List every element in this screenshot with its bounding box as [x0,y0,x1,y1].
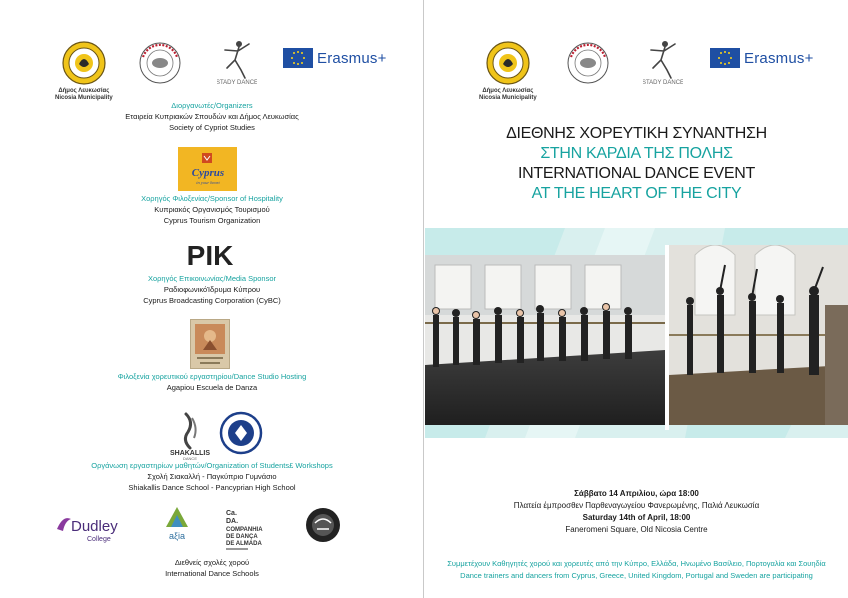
page-fold-divider [423,0,424,598]
nicosia-name-greek: Δήμος Λευκωσίας [482,88,534,94]
erasmus-text: Erasmus+ [317,49,387,67]
companhia-danca-almada-logo [222,508,278,552]
nicosia-emblem-icon [485,40,531,86]
right-page [425,0,848,598]
aexia-logo [163,505,191,545]
media-line-english: Cyprus Broadcasting Corporation (CyBC) [143,296,281,305]
schools-line-greek: Διεθνείς σχολές χορού [174,558,250,567]
media-line-greek: ΡαδιοφωνικόΊδρυμα Κύπρου [163,285,261,294]
title-greek-line2: ΣΤΗΝ ΚΑΡΔΙΑ ΤΗΣ ΠΟΛΗΣ [540,145,733,162]
rik-logo-text: ΡΙΚ [186,240,234,268]
media-heading: Χορηγός Επικοινωνίας/Media Sponsor [147,274,277,283]
dudley-college-logo [53,511,133,543]
workshops-heading: Οργάνωση εργαστηρίων μαθητών/Organization of Students£ Workshops [91,461,333,470]
dancer-icon [217,38,257,86]
title-english-line1: INTERNATIONAL DANCE EVENT [518,165,755,182]
eu-flag-icon [283,48,313,68]
erasmus-logo [710,48,814,68]
shakallis-logo-text: SHAKALLIS [169,450,211,457]
hospitality-line-greek: Κυπριακός Οργανισμός Τουρισμού [154,205,270,214]
title-greek-line1: ΔΙΕΘΝΗΣ ΧΟΡΕΥΤΙΚΗ ΣΥΝΑΝΤΗΣΗ [506,125,767,142]
hospitality-section [0,193,424,226]
event-title [425,124,848,204]
cyprus-tourism-logo [178,147,237,191]
society-cypriot-studies-logo [137,40,183,91]
organizers-line-english: Society of Cypriot Studies [169,123,255,132]
cyprus-logo-text: Cyprus [191,167,225,179]
society-seal-icon [565,40,611,86]
studio-heading: Φιλοξενία χορευτικού εργαστηρίου/Dance Studio Hosting [117,372,307,381]
event-place-english: Faneromeni Square, Old Nicosia Centre [565,525,708,534]
title-english-line2: AT THE HEART OF THE CITY [531,185,742,202]
nicosia-name-english: Nicosia Municipality [479,95,537,101]
nicosia-name-english: Nicosia Municipality [55,95,113,101]
companhia-logo-ca: Ca. [226,510,237,517]
steady-dance-logo [217,38,257,91]
media-section [0,273,424,306]
rik-logo [182,240,238,268]
participants-greek: Συμμετέχουν Καθηγητές χορού και χορευτές από την Κύπρο, Ελλάδα, Ηνωμένο Βασίλειο, Πορτογαλία και Σουηδία [447,559,826,568]
participants-info [425,558,848,582]
svg-text:STADY DANCE: STADY DANCE [643,80,683,86]
hospitality-heading: Χορηγός Φιλοξενίας/Sponsor of Hospitality [141,194,283,203]
organizers-line-greek: Εταιρεία Κυπριακών Σπουδών και Δήμος Λευκωσίας [125,112,299,121]
nicosia-municipality-logo [55,40,113,102]
swedish-dance-school-logo [305,507,341,543]
steady-dance-logo [643,38,683,91]
event-place-greek: Πλατεία έμπροσθεν Παρθεναγωγείου Φανερωμένης, Παλιά Λευκωσία [513,501,760,510]
hospitality-line-english: Cyprus Tourism Organization [163,216,261,225]
companhia-logo-da: DA. [226,518,239,525]
workshops-line-greek: Σχολή Σιακαλλή - Παγκύπριο Γυμνάσιο [147,472,277,481]
society-seal-icon [137,40,183,86]
dudley-logo-sub: College [87,536,111,543]
nicosia-name-greek: Δήμος Λευκωσίας [58,88,110,94]
eu-flag-icon [710,48,740,68]
schools-section [0,557,424,579]
companhia-logo-line4: DE DANÇA [226,534,258,540]
companhia-logo-line5: DE ALMADA [226,541,262,547]
agapiou-logo [190,319,230,369]
erasmus-text: Erasmus+ [744,49,814,67]
cyprus-logo-tagline: in your heart [196,180,220,185]
companhia-logo-line3: COMPANHIA [226,527,263,533]
shakallis-logo-sub: DANCE [182,456,198,460]
nicosia-emblem-icon [61,40,107,86]
schools-line-english: International Dance Schools [165,569,259,578]
studio-line: Agapiou Escuela de Danza [166,383,258,392]
dancer-icon [643,38,683,86]
participants-english: Dance trainers and dancers from Cyprus, Greece, United Kingdom, Portugal and Sweden are participating [460,571,813,580]
dudley-logo-text: Dudley [71,518,118,535]
workshops-line-english: Shiakallis Dance School - Pancyprian High School [128,483,296,492]
event-details [425,488,848,536]
studio-section [0,371,424,393]
organizers-heading: Διοργανωτές/Organizers [171,101,253,110]
organizers-section [0,100,424,133]
dance-studio-photo [425,245,848,430]
pancyprian-high-school-logo [219,411,263,455]
aexia-logo-text: aξia [168,531,186,541]
erasmus-logo [283,48,387,68]
workshops-section [0,460,424,493]
event-date-greek: Σάββατο 14 Απριλίου, ώρα 18:00 [574,489,699,498]
svg-text:STADY DANCE: STADY DANCE [217,80,257,86]
nicosia-municipality-logo [479,40,537,102]
shakallis-dance-logo [168,410,212,460]
society-cypriot-studies-logo [565,40,611,91]
event-date-english: Saturday 14th of April, 18:00 [582,513,691,522]
